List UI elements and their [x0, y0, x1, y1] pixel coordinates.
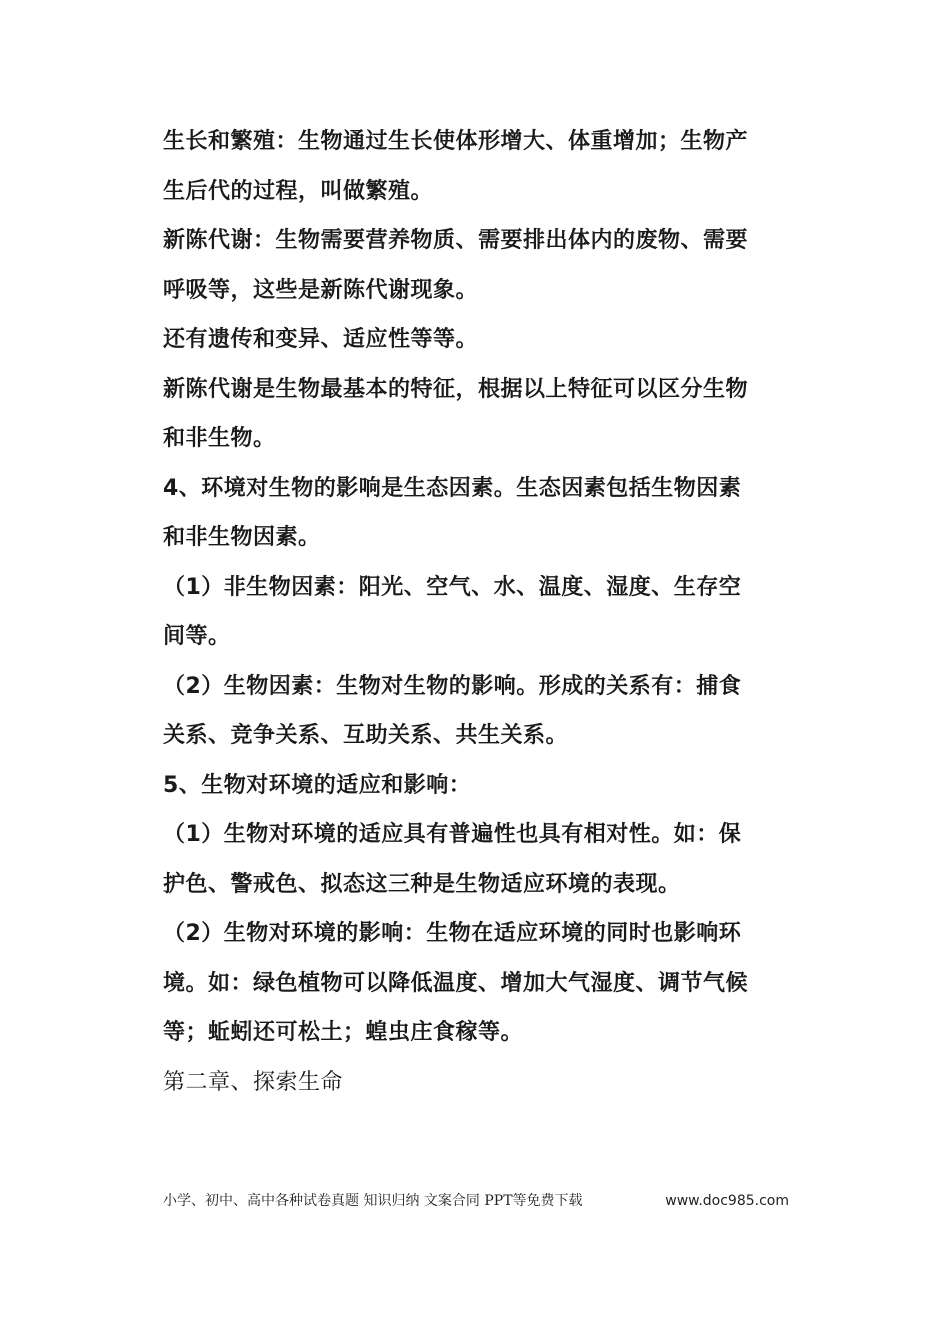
footer-link[interactable]: www.doc985.com	[665, 1193, 789, 1209]
text-line: 境。如：绿色植物可以降低温度、增加大气湿度、调节气候	[163, 970, 749, 996]
document-body	[163, 117, 793, 1107]
text-line: （1）生物对环境的适应具有普遍性也具有相对性。如：保	[163, 822, 742, 847]
section-heading: 5、生物对环境的适应和影响：	[163, 772, 472, 798]
text-line: 等；蚯蚓还可松土；蝗虫庄食稼等。	[163, 1020, 524, 1045]
text-line: 生后代的过程，叫做繁殖。	[163, 178, 434, 204]
text-line: 呼吸等，这些是新陈代谢现象。	[163, 277, 479, 303]
footer-text: 小学、初中、高中各种试卷真题 知识归纳 文案合同 PPT等免费下载	[163, 1193, 583, 1209]
chapter-heading: 第二章、探索生命	[163, 1069, 344, 1095]
text-line: 新陈代谢：生物需要营养物质、需要排出体内的废物、需要	[163, 228, 749, 253]
text-line: 关系、竞争关系、互助关系、共生关系。	[163, 723, 569, 748]
text-line: （2）生物对环境的影响：生物在适应环境的同时也影响环	[163, 921, 742, 946]
text-line: 新陈代谢是生物最基本的特征，根据以上特征可以区分生物	[163, 376, 749, 402]
section-heading: 4、环境对生物的影响是生态因素。生态因素包括生物因素	[163, 475, 742, 501]
text-line: 和非生物。	[163, 426, 276, 451]
text-line: 护色、警戒色、拟态这三种是生物适应环境的表现。	[163, 871, 681, 897]
text-line: 和非生物因素。	[163, 525, 321, 550]
text-line: 还有遗传和变异、适应性等等。	[163, 327, 479, 352]
text-line: 间等。	[163, 624, 231, 649]
text-line: 生长和繁殖：生物通过生长使体形增大、体重增加；生物产	[163, 129, 749, 154]
text-line: （1）非生物因素：阳光、空气、水、温度、湿度、生存空	[163, 574, 742, 600]
text-line: （2）生物因素：生物对生物的影响。形成的关系有：捕食	[163, 673, 742, 699]
page-footer	[163, 1190, 789, 1212]
